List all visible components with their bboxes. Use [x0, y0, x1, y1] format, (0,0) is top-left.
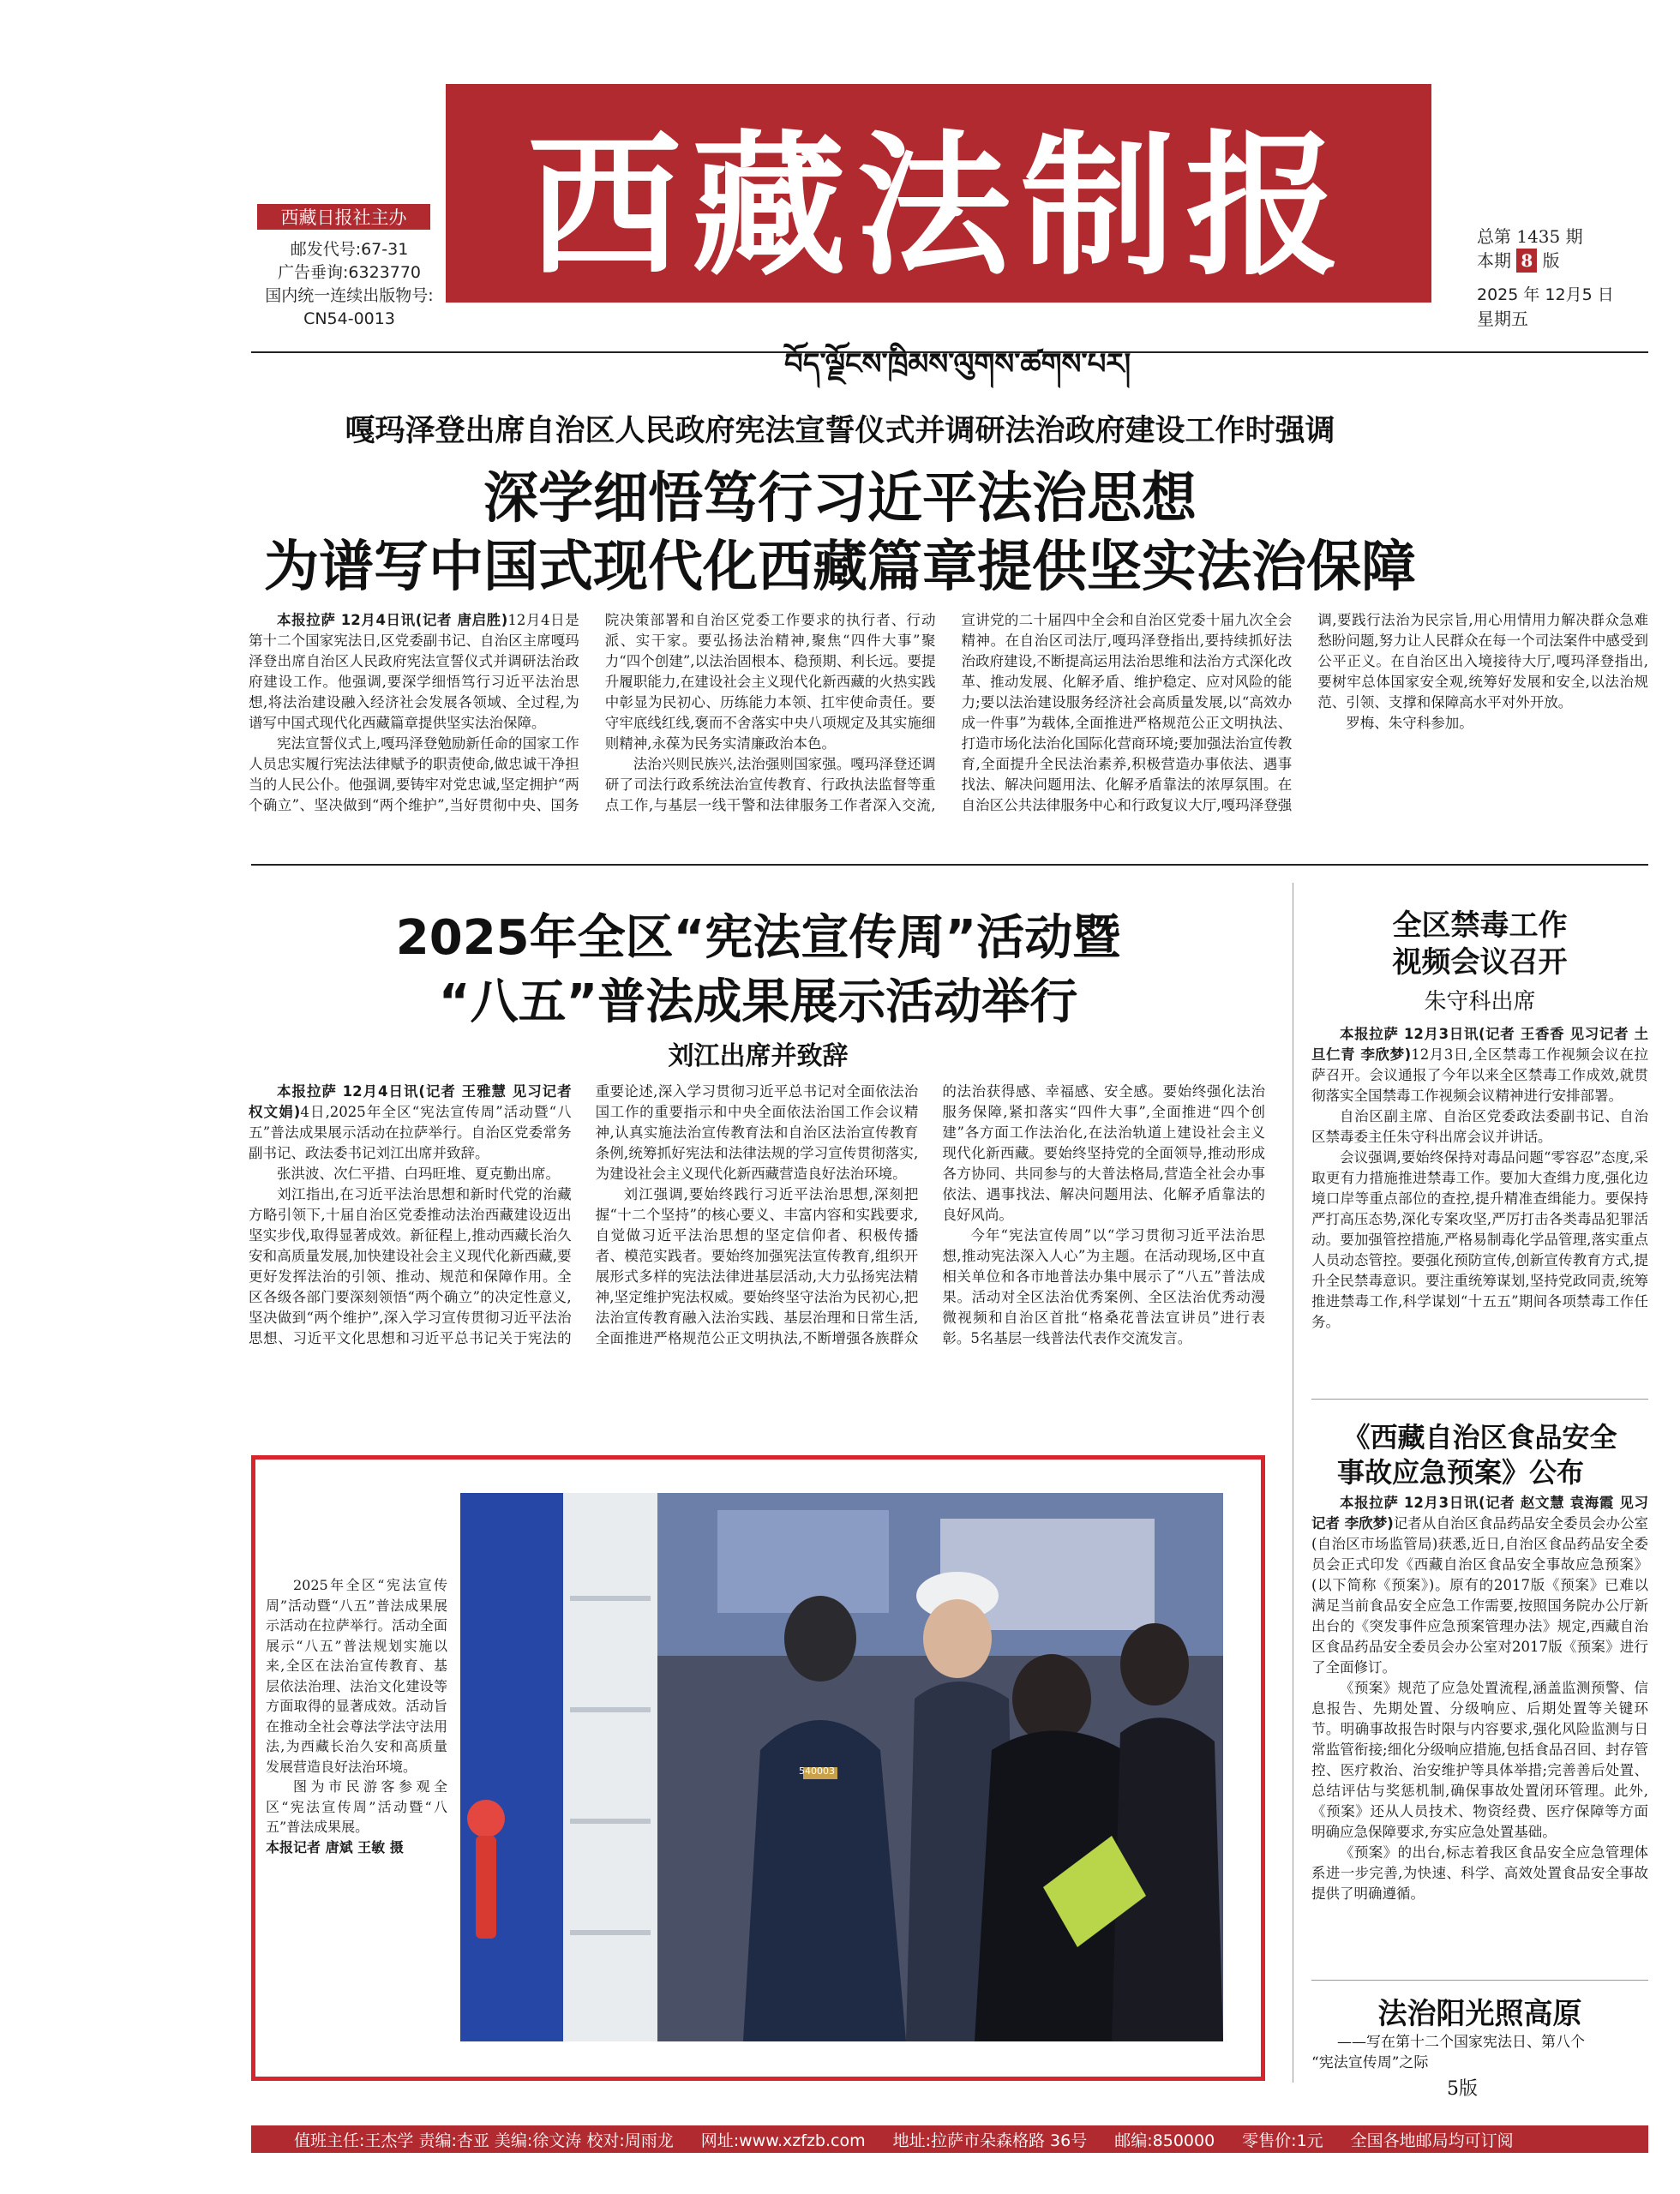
blue-booth-panel [460, 1493, 563, 2041]
teaser-sub-2: “宪法宣传周”之际 [1311, 2054, 1429, 2071]
police-badge-number: 540003 [799, 1765, 835, 1777]
footer-subscribe: 全国各地邮局均可订阅 [1350, 2131, 1514, 2150]
cn-number: CN54-0013 [303, 309, 395, 328]
second-subhead: 刘江出席并致辞 [668, 1041, 849, 1071]
side2-paragraph-3: 《预案》的出台,标志着我区食品安全应急管理体系进一步完善,为快速、科学、高效处置食品安全事故提供了明确遵循。 [1311, 1844, 1648, 1902]
side2-paragraph-1: 本报拉萨 12月3日讯(记者 赵文慧 袁海霞 见习记者 李欣梦)记者从自治区食品药品安全委员会办公室(自治区市场监管局)获悉,近日,自治区食品药品安全委员会正式印发《西藏自治区食品安全事故应急预案》(以下简称《预案》)。原有的2017版《预案》已难以满足当前食品安全应急工作需要,按照国务院办公厅新出台的《突发事件应急预案管理办法》规定,西藏自治区食品药品安全委员会办公室对2017版《预案》进行了全面修订。 [1311, 1495, 1648, 1675]
edition-prefix: 本期 [1477, 250, 1511, 271]
side2-dateline: 本报拉萨 12月3日讯(记者 赵文慧 袁海霞 见习记者 李欣梦) [1311, 1495, 1648, 1532]
footer-bar [251, 2125, 1648, 2153]
caption-credit: 本报记者 唐斌 王敏 摄 [266, 1838, 404, 1855]
second-headline-2: “八五”普法成果展示活动举行 [438, 974, 1078, 1030]
second-paragraph-5: 今年“宪法宣传周”以“学习贯彻习近平法治思想,推动宪法深入人心”为主题。在活动现场,区中直相关单位和各市地普法办集中展示了“八五”普法成果。活动对全区法治优秀案例、全区法治优秀动漫微视频和自治区首批“格桑花普法宣讲员”进行表彰。5名基层一线普法代表作交流发言。 [942, 1227, 1265, 1346]
publisher-badge: 西藏日报社主办 [257, 204, 430, 230]
officer-head [784, 1596, 856, 1681]
caption-paragraph-1: 2025年全区“宪法宣传周”活动暨“八五”普法成果展示活动在拉萨举行。活动全面展示“八五”普法规划实施以来,全区在法治宣传教育、基层依法治理、法治文化建设等方面取得的显著成效。活动旨在推动全社会尊法学法守法用法,为西藏长治久安和高质量发展营造良好法治环境。 [266, 1577, 447, 1775]
photo-caption [266, 1575, 447, 1857]
side-rule-2 [1311, 1980, 1648, 1981]
second-paragraph-2: 张洪波、次仁平措、白玛旺堆、夏克勤出席。 [277, 1166, 560, 1182]
side2-body [1311, 1493, 1648, 1973]
edition-info [1477, 249, 1648, 273]
second-dateline: 本报拉萨 12月4日讯(记者 王雅慧 见习记者 权文娟) [249, 1083, 572, 1120]
issue-date: 2025 年 12月5 日 [1477, 285, 1614, 304]
postal-code: 邮发代号:67-31 [290, 240, 409, 259]
side1-dateline: 本报拉萨 12月3日讯(记者 王香香 见习记者 土旦仁青 李欣梦) [1311, 1026, 1648, 1063]
exhibition-photo [460, 1493, 1223, 2041]
second-story-columns [249, 1082, 1265, 1416]
masthead-banner [446, 84, 1431, 303]
cn-label: 国内统一连续出版物号: [265, 286, 434, 305]
side1-headline-2: 视频会议召开 [1392, 945, 1568, 980]
side2-paragraph-2: 《预案》规范了应急处置流程,涵盖监测预警、信息报告、先期处置、分级响应、后期处置等关键环节。明确事故报告时限与内容要求,强化风险监测与日常监管衔接;细化分级响应措施,包括食品召回、封存管控、医疗救治、治安维护等具体举措;完善善后处置、总结评估与奖惩机制,确保事故处置闭环管理。此外,《预案》还从人员技术、物资经费、医疗保障等方面明确应急保障要求,夯实应急处置基础。 [1311, 1680, 1648, 1840]
footer-address: 地址:拉萨市朵森格路 36号 [892, 2131, 1088, 2150]
footer-editors: 值班主任:王杰学 责编:杏亚 美编:徐文涛 校对:周雨龙 [294, 2131, 674, 2150]
total-issue: 总第 1435 期 [1477, 226, 1583, 247]
side2-headline-1: 《西藏自治区食品安全 [1342, 1421, 1617, 1454]
lead-paragraph-2: 宪法宣誓仪式上,嘎玛泽登勉励新任命的国家工作人员忠实履行宪法法律赋予的职责使命,做忠诚干净担当的人民公仆。他强调,要铸牢对党忠诚,坚定拥护“两个确立”、坚决做到“两个维护”,当好贯彻中央、国务院决策部署和自治区党委工作要求的执行者、行动派、实干家。要弘扬法治精神,聚焦“四件大事”聚力“四个创建”,以法治固根本、稳预期、利长远。要提升履职能力,在建设社会主义现代化新西藏的火热实践中彰显为民初心、历练能力本领、扛牢使命责任。要守牢底线红线,褒而不舍落实中央八项规定及其实施细则精神,永葆为民务实清廉政治本色。 [249, 612, 936, 813]
lead-dateline: 本报拉萨 12月4日讯(记者 唐启胜) [277, 612, 508, 628]
newspaper-title: 西藏法制报 [526, 115, 1350, 297]
side1-paragraph-2: 自治区副主席、自治区党委政法委副书记、自治区禁毒委主任朱守科出席会议并讲话。 [1311, 1108, 1648, 1145]
fire-extinguisher [467, 1800, 505, 1837]
footer-price: 零售价:1元 [1242, 2131, 1323, 2150]
side1-paragraph-1: 本报拉萨 12月3日讯(记者 王香香 见习记者 土旦仁青 李欣梦)12月3日,全区禁毒工作视频会议在拉萨召开。会议通报了今年以来全区禁毒工作成效,就贯彻落实全国禁毒工作视频会议精神进行安排部署。 [1311, 1026, 1648, 1104]
side-rule-1 [1311, 1399, 1648, 1400]
footer-website[interactable]: 网址:www.xzfzb.com [700, 2131, 866, 2150]
lead-kicker: 嘎玛泽登出席自治区人民政府宪法宣誓仪式并调研法治政府建设工作时强调 [345, 414, 1335, 448]
edition-suffix: 版 [1542, 250, 1560, 271]
second-paragraph-4: 刘江强调,要始终践行习近平法治思想,深刻把握“十二个坚持”的核心要义、丰富内容和实践要求,自觉做习近平法治思想的坚定信仰者、积极传播者、模范实践者。要始终加强宪法宣传教育,组织开展形式多样的宪法法律进基层活动,大力弘扬宪法精神,坚定维护宪法权威。要始终坚守法治为民初心,把法治宣传教育融入法治实践、基层治理和日常生活,全面推进严格规范公正文明执法,不断增强各族群众的法治获得感、幸福感、安全感。要始终强化法治服务保障,紧扣落实“四件大事”,全面推进“四个创建”各方面工作法治化,在法治轨道上建设社会主义现代化新西藏。要始终坚持党的全面领导,推动形成各方协同、共同参与的大普法格局,营造全社会办事依法、遇事找法、解决问题用法、化解矛盾靠法的良好风尚。 [595, 1083, 1265, 1346]
white-display-shelf [563, 1493, 657, 2041]
second-paragraph-1: 本报拉萨 12月4日讯(记者 王雅慧 见习记者 权文娟)4日,2025年全区“宪法宣传周”活动暨“八五”普法成果展示活动在拉萨举行。自治区党委常务副书记、政法委书记刘江出席并致辞。 [249, 1083, 572, 1161]
side1-headline-1: 全区禁毒工作 [1392, 908, 1568, 943]
teaser-sub-1: ——写在第十二个国家宪法日、第八个 [1337, 2034, 1585, 2051]
side2-headline-2: 事故应急预案》公布 [1337, 1456, 1585, 1489]
issue-weekday: 星期五 [1477, 309, 1528, 329]
side1-paragraph-3: 会议强调,要始终保持对毒品问题“零容忍”态度,采取更有力措施推进禁毒工作。要加大查缉力度,强化边境口岸等重点部位的查控,提升精准查缉能力。要保持严打高压态势,深化专案攻坚,严厉打击各类毒品犯罪活动。要加强管控措施,严格易制毒化学品管理,落实重点人员动态管控。要强化预防宣传,创新宣传教育方式,提升全民禁毒意识。要注重统筹谋划,坚持党政同责,统筹推进禁毒工作,科学谋划“十五五”期间各项禁毒工作任务。 [1311, 1149, 1648, 1330]
lead-story-columns [249, 610, 1648, 850]
photo-illustration [460, 1493, 1223, 2041]
tibetan-title: བོད་ལྗོངས་ཁྲིམས་ལུགས་ཚགས་པར། [784, 347, 1131, 381]
lead-story-body [249, 610, 1648, 850]
side1-subhead: 朱守科出席 [1424, 989, 1536, 1015]
lead-paragraph-1: 本报拉萨 12月4日讯(记者 唐启胜)12月4日是第十二个国家宪法日,区党委副书记、自治区主席嘎玛泽登出席自治区人民政府宪法宣誓仪式并调研法治政府建设工作。他强调,要深学细悟笃行习近平法治思想,将法治建设融入经济社会发展各领域、全过程,为谱写中国式现代化西藏篇章提供坚实法治保障。 [249, 612, 579, 731]
teaser-headline[interactable]: 法治阳光照高原 [1377, 1997, 1582, 2031]
lead-headline-2: 为谱写中国式现代化西藏篇章提供坚实法治保障 [264, 536, 1416, 599]
lead-headline-1: 深学细悟笃行习近平法治思想 [483, 467, 1197, 531]
lead-paragraph-4: 罗梅、朱守科参加。 [1346, 715, 1473, 731]
ad-hotline: 广告垂询:6323770 [277, 263, 422, 282]
edition-number: 8 [1516, 249, 1537, 273]
lead-paragraph-3: 法治兴则民族兴,法治强则国家强。嘎玛泽登还调研了司法行政系统法治宣传教育、行政执法监督等重点工作,与基层一线干警和法律服务工作者深入交流,宣讲党的二十届四中全会和自治区党委十届九次全会精神。在自治区司法厅,嘎玛泽登指出,要持续抓好法治政府建设,不断提高运用法治思维和法治方式深化改革、推动发展、化解矛盾、维护稳定、应对风险的能力;要以法治建设服务经济社会高质量发展,以“高效办成一件事”为载体,全面推进严格规范公正文明执法、打造市场化法治化国际化营商环境;要加强法治宣传教育,全面提升全民法治素养,积极营造办事依法、遇事找法、解决问题用法、化解矛盾靠法的浓厚氛围。在自治区公共法律服务中心和行政复议大厅,嘎玛泽登强调,要践行法治为民宗旨,用心用情用力解决群众急难愁盼问题,努力让人民群众在每一个司法案件中感受到公平正义。在自治区出入境接待大厅,嘎玛泽登指出,要树牢总体国家安全观,统筹好发展和安全,以法治规范、引领、支撑和保障高水平对外开放。 [604, 612, 1648, 813]
caption-paragraph-2: 图为市民游客参观全区“宪法宣传周”活动暨“八五”普法成果展。 [266, 1778, 447, 1835]
side1-body [1311, 1024, 1648, 1380]
visitor-head [1012, 1654, 1091, 1743]
teaser-page-link[interactable]: 5版 [1447, 2078, 1478, 2100]
footer-postcode: 邮编:850000 [1114, 2131, 1215, 2150]
second-story-body [249, 1082, 1265, 1416]
second-paragraph-3: 刘江指出,在习近平法治思想和新时代党的治藏方略引领下,十届自治区党委推动法治西藏建设迈出坚实步伐,取得显著成效。新征程上,推动西藏长治久安和高质量发展,加快建设社会主义现代化新西藏,要更好发挥法治的引领、推动、规范和保障作用。全区各级各部门要深刻领悟“两个确立”的决定性意义,坚决做到“两个维护”,深入学习宣传贯彻习近平法治思想、习近平文化思想和习近平总书记关于宪法的重要论述,深入学习贯彻习近平总书记对全面依法治国工作的重要指示和中央全面依法治国工作会议精神,认真实施法治宣传教育法和自治区法治宣传教育条例,统筹抓好宪法和法律法规的学习宣传贯彻落实,为建设社会主义现代化新西藏营造良好法治环境。 [249, 1083, 919, 1346]
section-rule [251, 864, 1648, 866]
second-headline-1: 2025年全区“宪法宣传周”活动暨 [395, 910, 1121, 966]
